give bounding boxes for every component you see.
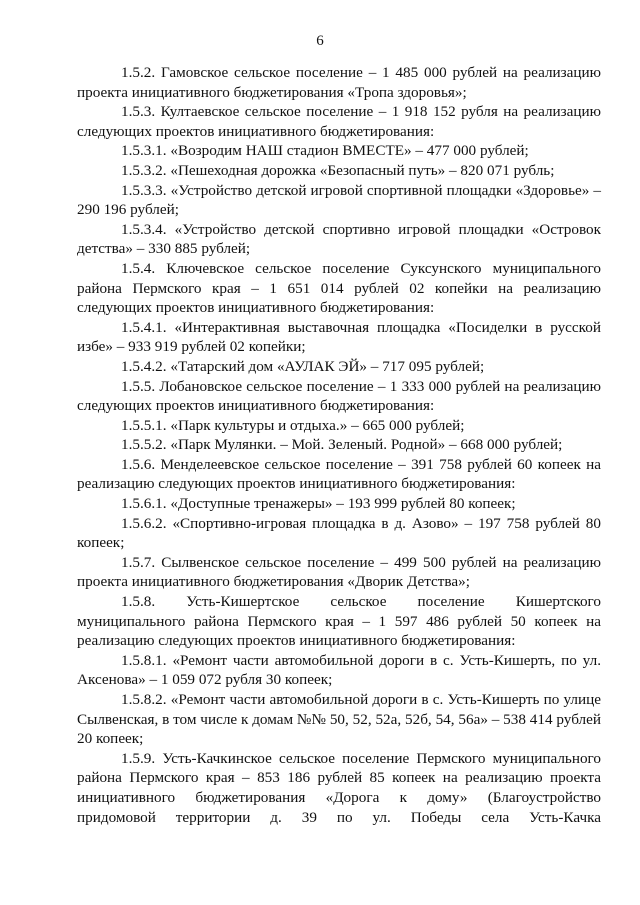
- paragraph-1-5-4: 1.5.4. Ключевское сельское поселение Суксунского муниципального района Пермского края – 1 651 014 рублей 02 копейки на реализацию следующих проектов инициативного бюджетирования:: [77, 259, 601, 317]
- paragraph-1-5-5-1: 1.5.5.1. «Парк культуры и отдыха.» – 665 000 рублей;: [121, 416, 465, 434]
- paragraph-1-5-8-2: 1.5.8.2. «Ремонт части автомобильной дороги в с. Усть-Кишерть по улице Сылвенская, в том числе к домам №№ 50, 52, 52а, 52б, 54, 56а» – 538 414 рублей 20 копеек;: [77, 691, 601, 748]
- page-number: 6: [316, 33, 324, 49]
- paragraph-1-5-3-2: 1.5.3.2. «Пешеходная дорожка «Безопасный путь» – 820 071 рубль;: [121, 161, 555, 179]
- document-body: [77, 63, 601, 827]
- paragraph-1-5-8: 1.5.8. Усть-Кишертское сельское поселение Кишертского муниципального района Пермского края – 1 597 486 рублей 50 копеек на реализацию следующих проектов инициативного бюджетирования:: [77, 593, 601, 650]
- paragraph-1-5-3-4: 1.5.3.4. «Устройство детской спортивно игровой площадки «Островок детства» – 330 885 рублей;: [77, 220, 601, 258]
- paragraph-1-5-3: 1.5.3. Култаевское сельское поселение – 1 918 152 рубля на реализацию следующих проектов инициативного бюджетирования:: [77, 103, 601, 140]
- paragraph-1-5-5-2: 1.5.5.2. «Парк Мулянки. – Мой. Зеленый. Родной» – 668 000 рублей;: [121, 436, 563, 454]
- paragraph-1-5-3-3: 1.5.3.3. «Устройство детской игровой спортивной площадки «Здоровье» – 290 196 рублей;: [77, 181, 601, 219]
- paragraph-1-5-6-1: 1.5.6.1. «Доступные тренажеры» – 193 999 рублей 80 копеек;: [121, 495, 516, 513]
- paragraph-1-5-5: 1.5.5. Лобановское сельское поселение – 1 333 000 рублей на реализацию следующих проектов инициативного бюджетирования:: [77, 377, 601, 415]
- paragraph-1-5-8-1: 1.5.8.1. «Ремонт части автомобильной дороги в с. Усть-Кишерть, по ул. Аксенова» – 1 059 072 рубля 30 копеек;: [77, 651, 601, 689]
- paragraph-1-5-4-1: 1.5.4.1. «Интерактивная выставочная площадка «Посиделки в русской избе» – 933 919 рублей 02 копейки;: [77, 318, 601, 356]
- paragraph-1-5-2: 1.5.2. Гамовское сельское поселение – 1 485 000 рублей на реализацию проекта инициативного бюджетирования «Тропа здоровья»;: [77, 64, 601, 101]
- paragraph-1-5-4-2: 1.5.4.2. «Татарский дом «АУЛАК ЭЙ» – 717 095 рублей;: [121, 357, 485, 375]
- paragraph-1-5-7: 1.5.7. Сылвенское сельское поселение – 499 500 рублей на реализацию проекта инициативного бюджетирования «Дворик Детства»;: [77, 553, 601, 591]
- paragraph-1-5-9: 1.5.9. Усть-Качкинское сельское поселение Пермского муниципального района Пермского края – 853 186 рублей 85 копеек на реализацию проекта инициативного бюджетирования «Дорога к дому» (Благоустройство придомовой территории д. 39 по ул. Победы села Усть-Качка: [77, 749, 601, 826]
- paragraph-1-5-6: 1.5.6. Менделеевское сельское поселение – 391 758 рублей 60 копеек на реализацию следующих проектов инициативного бюджетирования:: [77, 455, 601, 493]
- paragraph-1-5-6-2: 1.5.6.2. «Спортивно-игровая площадка в д. Азово» – 197 758 рублей 80 копеек;: [77, 514, 601, 552]
- paragraph-1-5-3-1: 1.5.3.1. «Возродим НАШ стадион ВМЕСТЕ» – 477 000 рублей;: [121, 142, 529, 160]
